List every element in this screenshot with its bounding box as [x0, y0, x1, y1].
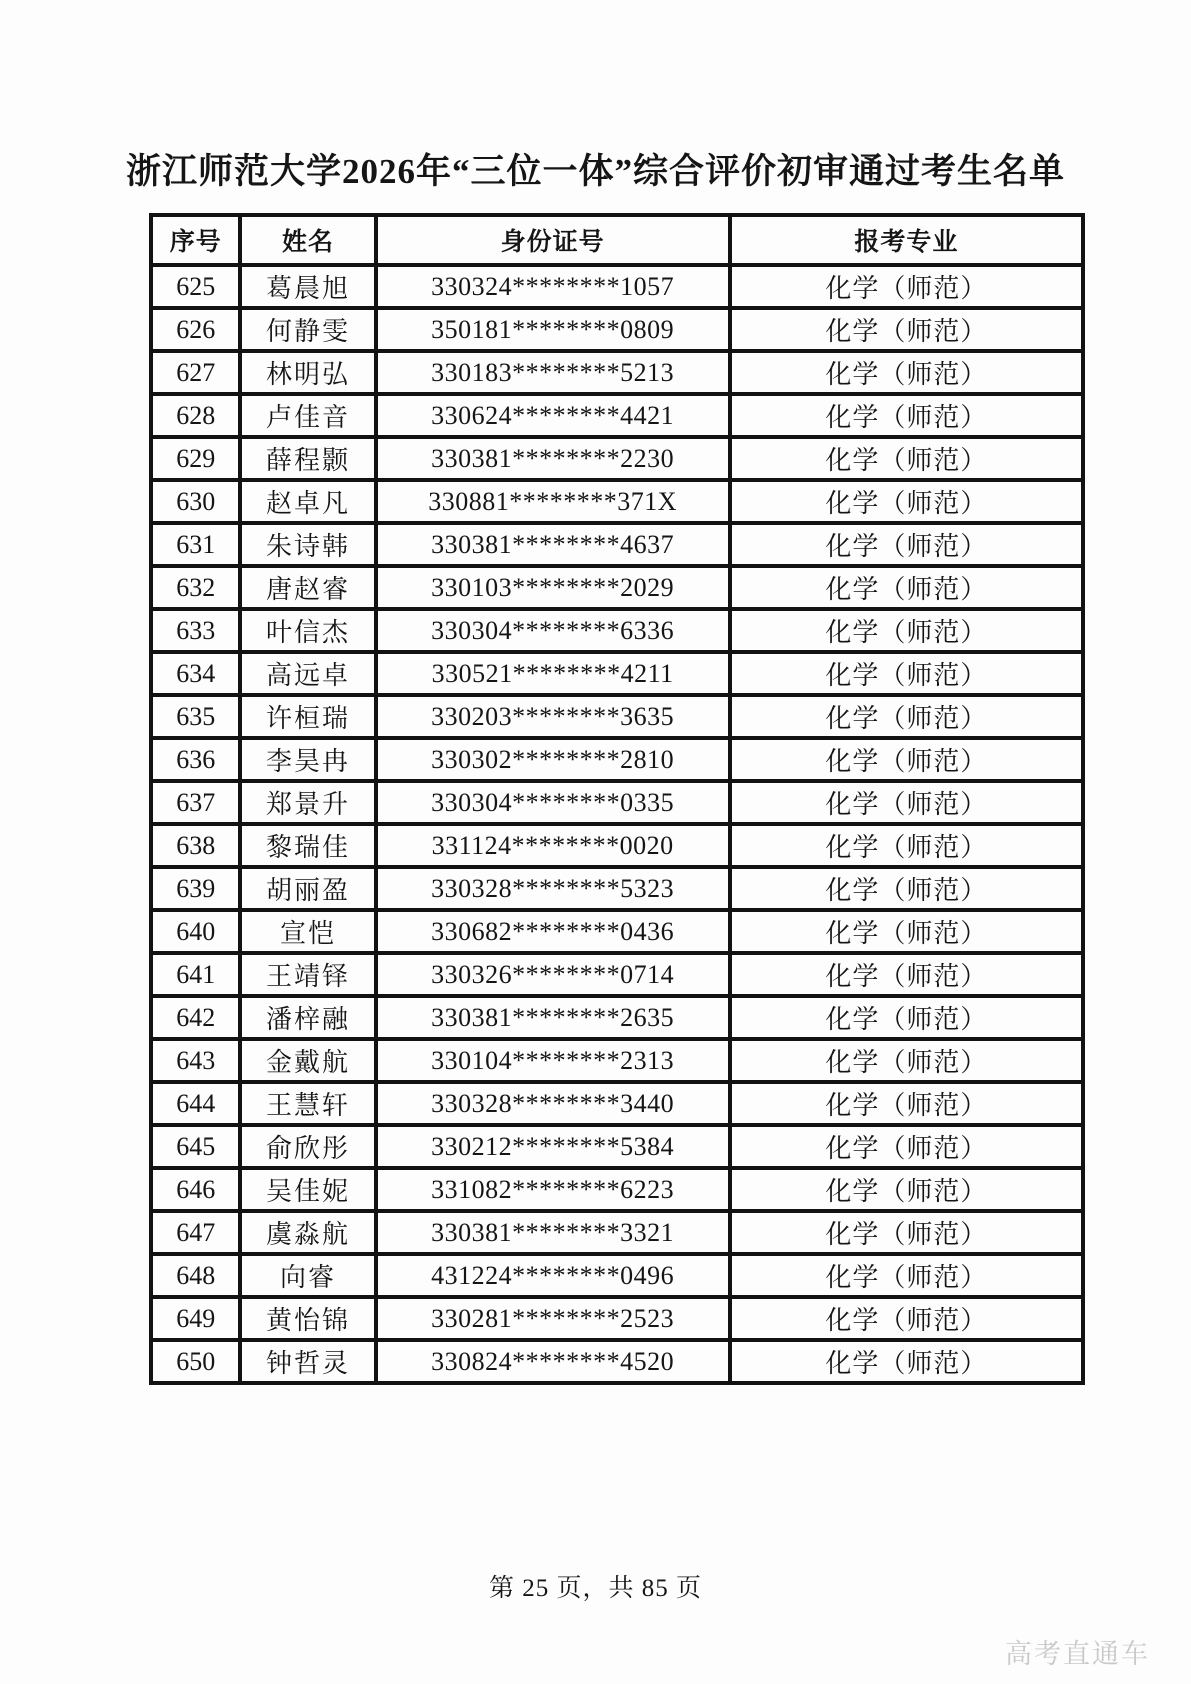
- cell-id-number: 330304********0335: [376, 781, 730, 824]
- cell-name: 林明弘: [240, 351, 375, 394]
- cell-name: 向睿: [240, 1254, 375, 1297]
- col-header-id-number: 身份证号: [376, 215, 730, 265]
- table-row: [151, 308, 1083, 351]
- table-row: [151, 1254, 1083, 1297]
- cell-name: 黄怡锦: [240, 1297, 375, 1340]
- cell-id-number: 350181********0809: [376, 308, 730, 351]
- cell-major: 化学（师范）: [730, 1039, 1083, 1082]
- cell-id-number: 330104********2313: [376, 1039, 730, 1082]
- cell-id-number: 330103********2029: [376, 566, 730, 609]
- table-row: [151, 1168, 1083, 1211]
- cell-name: 虞淼航: [240, 1211, 375, 1254]
- table-row: [151, 1082, 1083, 1125]
- cell-name: 胡丽盈: [240, 867, 375, 910]
- cell-serial: 650: [151, 1340, 240, 1383]
- table-row: [151, 523, 1083, 566]
- cell-major: 化学（师范）: [730, 867, 1083, 910]
- cell-id-number: 330381********4637: [376, 523, 730, 566]
- cell-serial: 645: [151, 1125, 240, 1168]
- cell-name: 卢佳音: [240, 394, 375, 437]
- cell-id-number: 330381********2230: [376, 437, 730, 480]
- cell-id-number: 330304********6336: [376, 609, 730, 652]
- cell-serial: 626: [151, 308, 240, 351]
- cell-name: 王靖铎: [240, 953, 375, 996]
- header-row: [151, 215, 1083, 265]
- cell-serial: 627: [151, 351, 240, 394]
- cell-id-number: 330183********5213: [376, 351, 730, 394]
- cell-serial: 632: [151, 566, 240, 609]
- cell-serial: 641: [151, 953, 240, 996]
- cell-serial: 629: [151, 437, 240, 480]
- students-table-container: [149, 213, 1085, 1385]
- table-row: [151, 609, 1083, 652]
- cell-major: 化学（师范）: [730, 910, 1083, 953]
- table-row: [151, 738, 1083, 781]
- table-row: [151, 566, 1083, 609]
- cell-major: 化学（师范）: [730, 1340, 1083, 1383]
- cell-major: 化学（师范）: [730, 1125, 1083, 1168]
- cell-major: 化学（师范）: [730, 1297, 1083, 1340]
- table-row: [151, 910, 1083, 953]
- cell-name: 朱诗韩: [240, 523, 375, 566]
- cell-id-number: 330324********1057: [376, 265, 730, 308]
- cell-name: 吴佳妮: [240, 1168, 375, 1211]
- cell-id-number: 330203********3635: [376, 695, 730, 738]
- table-row: [151, 652, 1083, 695]
- page-number-footer: 第 25 页，共 85 页: [488, 1575, 702, 1602]
- cell-major: 化学（师范）: [730, 1211, 1083, 1254]
- cell-id-number: 330521********4211: [376, 652, 730, 695]
- cell-name: 宣恺: [240, 910, 375, 953]
- cell-major: 化学（师范）: [730, 996, 1083, 1039]
- cell-serial: 642: [151, 996, 240, 1039]
- cell-id-number: 330326********0714: [376, 953, 730, 996]
- col-header-major: 报考专业: [730, 215, 1083, 265]
- cell-serial: 631: [151, 523, 240, 566]
- cell-id-number: 330381********3321: [376, 1211, 730, 1254]
- cell-serial: 647: [151, 1211, 240, 1254]
- cell-name: 高远卓: [240, 652, 375, 695]
- table-row: [151, 1211, 1083, 1254]
- cell-serial: 648: [151, 1254, 240, 1297]
- cell-name: 何静雯: [240, 308, 375, 351]
- table-row: [151, 1039, 1083, 1082]
- cell-serial: 644: [151, 1082, 240, 1125]
- cell-major: 化学（师范）: [730, 523, 1083, 566]
- table-row: [151, 1125, 1083, 1168]
- cell-serial: 643: [151, 1039, 240, 1082]
- table-row: [151, 1340, 1083, 1383]
- cell-name: 李昊冉: [240, 738, 375, 781]
- cell-serial: 633: [151, 609, 240, 652]
- cell-major: 化学（师范）: [730, 1082, 1083, 1125]
- cell-major: 化学（师范）: [730, 738, 1083, 781]
- cell-name: 王慧轩: [240, 1082, 375, 1125]
- table-row: [151, 437, 1083, 480]
- cell-major: 化学（师范）: [730, 953, 1083, 996]
- cell-major: 化学（师范）: [730, 781, 1083, 824]
- cell-name: 郑景升: [240, 781, 375, 824]
- cell-id-number: 330824********4520: [376, 1340, 730, 1383]
- cell-id-number: 331082********6223: [376, 1168, 730, 1211]
- cell-major: 化学（师范）: [730, 1254, 1083, 1297]
- cell-id-number: 330381********2635: [376, 996, 730, 1039]
- table-row: [151, 953, 1083, 996]
- cell-major: 化学（师范）: [730, 351, 1083, 394]
- cell-name: 潘梓融: [240, 996, 375, 1039]
- col-header-name: 姓名: [240, 215, 375, 265]
- table-row: [151, 394, 1083, 437]
- page-title: 浙江师范大学2026年“三位一体”综合评价初审通过考生名单: [125, 152, 1065, 191]
- cell-serial: 630: [151, 480, 240, 523]
- cell-name: 叶信杰: [240, 609, 375, 652]
- cell-major: 化学（师范）: [730, 1168, 1083, 1211]
- table-body: [151, 265, 1083, 1383]
- table-row: [151, 265, 1083, 308]
- cell-name: 许桓瑞: [240, 695, 375, 738]
- watermark-text: 高考直通车: [1005, 1639, 1150, 1669]
- cell-id-number: 331124********0020: [376, 824, 730, 867]
- cell-serial: 635: [151, 695, 240, 738]
- cell-major: 化学（师范）: [730, 437, 1083, 480]
- students-table: [149, 213, 1085, 1385]
- cell-serial: 646: [151, 1168, 240, 1211]
- cell-major: 化学（师范）: [730, 652, 1083, 695]
- table-row: [151, 695, 1083, 738]
- cell-serial: 639: [151, 867, 240, 910]
- cell-major: 化学（师范）: [730, 308, 1083, 351]
- cell-id-number: 330624********4421: [376, 394, 730, 437]
- cell-serial: 638: [151, 824, 240, 867]
- cell-id-number: 330881********371X: [376, 480, 730, 523]
- cell-id-number: 330212********5384: [376, 1125, 730, 1168]
- col-header-serial: 序号: [151, 215, 240, 265]
- cell-name: 黎瑞佳: [240, 824, 375, 867]
- cell-major: 化学（师范）: [730, 824, 1083, 867]
- table-row: [151, 996, 1083, 1039]
- cell-serial: 637: [151, 781, 240, 824]
- table-row: [151, 1297, 1083, 1340]
- cell-name: 薛程颢: [240, 437, 375, 480]
- cell-name: 唐赵睿: [240, 566, 375, 609]
- cell-major: 化学（师范）: [730, 480, 1083, 523]
- cell-name: 葛晨旭: [240, 265, 375, 308]
- cell-major: 化学（师范）: [730, 265, 1083, 308]
- cell-serial: 636: [151, 738, 240, 781]
- cell-major: 化学（师范）: [730, 394, 1083, 437]
- cell-major: 化学（师范）: [730, 695, 1083, 738]
- cell-id-number: 330328********5323: [376, 867, 730, 910]
- table-row: [151, 351, 1083, 394]
- cell-id-number: 431224********0496: [376, 1254, 730, 1297]
- cell-name: 赵卓凡: [240, 480, 375, 523]
- table-row: [151, 824, 1083, 867]
- cell-id-number: 330281********2523: [376, 1297, 730, 1340]
- cell-id-number: 330328********3440: [376, 1082, 730, 1125]
- cell-id-number: 330302********2810: [376, 738, 730, 781]
- cell-serial: 649: [151, 1297, 240, 1340]
- table-row: [151, 781, 1083, 824]
- table-row: [151, 867, 1083, 910]
- cell-major: 化学（师范）: [730, 609, 1083, 652]
- cell-serial: 634: [151, 652, 240, 695]
- cell-id-number: 330682********0436: [376, 910, 730, 953]
- cell-serial: 625: [151, 265, 240, 308]
- table-header: [151, 215, 1083, 265]
- table-row: [151, 480, 1083, 523]
- cell-serial: 640: [151, 910, 240, 953]
- cell-serial: 628: [151, 394, 240, 437]
- cell-name: 金戴航: [240, 1039, 375, 1082]
- cell-name: 钟哲灵: [240, 1340, 375, 1383]
- cell-major: 化学（师范）: [730, 566, 1083, 609]
- cell-name: 俞欣彤: [240, 1125, 375, 1168]
